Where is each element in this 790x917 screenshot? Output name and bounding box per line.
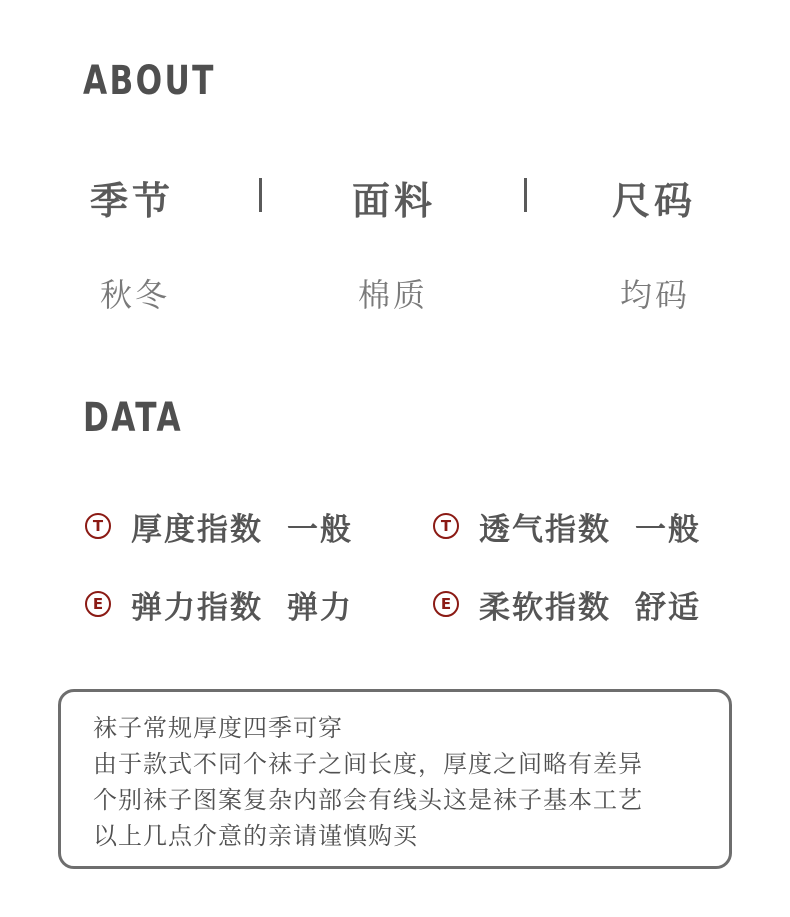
attribute-label-season: 季节	[90, 179, 175, 223]
about-heading: ABOUT	[83, 58, 216, 104]
index-value: 一般	[287, 511, 353, 548]
index-breathability	[433, 504, 701, 548]
note-box	[58, 689, 732, 869]
index-value: 舒适	[635, 589, 701, 626]
divider	[524, 178, 527, 212]
attribute-value-fabric: 棉质	[358, 276, 429, 314]
attribute-value-season: 秋冬	[100, 276, 171, 314]
note-line: 以上几点介意的亲请谨慎购买	[93, 822, 418, 850]
index-elasticity	[85, 582, 353, 626]
data-heading: DATA	[83, 395, 183, 441]
divider	[259, 178, 262, 212]
note-line: 由于款式不同个袜子之间长度，厚度之间略有差异	[93, 750, 643, 778]
index-badge-icon: T	[433, 513, 459, 539]
note-line: 袜子常规厚度四季可穿	[93, 714, 343, 742]
attribute-value-size: 均码	[620, 276, 691, 314]
index-value: 一般	[635, 511, 701, 548]
attribute-label-size: 尺码	[612, 179, 697, 223]
index-label: 弹力指数	[131, 589, 263, 626]
index-badge-icon: E	[433, 591, 459, 617]
index-label: 透气指数	[479, 511, 611, 548]
index-label: 厚度指数	[131, 511, 263, 548]
index-softness	[433, 582, 701, 626]
index-label: 柔软指数	[479, 589, 611, 626]
index-badge-icon: T	[85, 513, 111, 539]
note-line: 个别袜子图案复杂内部会有线头这是袜子基本工艺	[93, 786, 643, 814]
index-thickness	[85, 504, 353, 548]
attribute-label-fabric: 面料	[352, 179, 437, 223]
index-value: 弹力	[287, 589, 353, 626]
index-badge-icon: E	[85, 591, 111, 617]
